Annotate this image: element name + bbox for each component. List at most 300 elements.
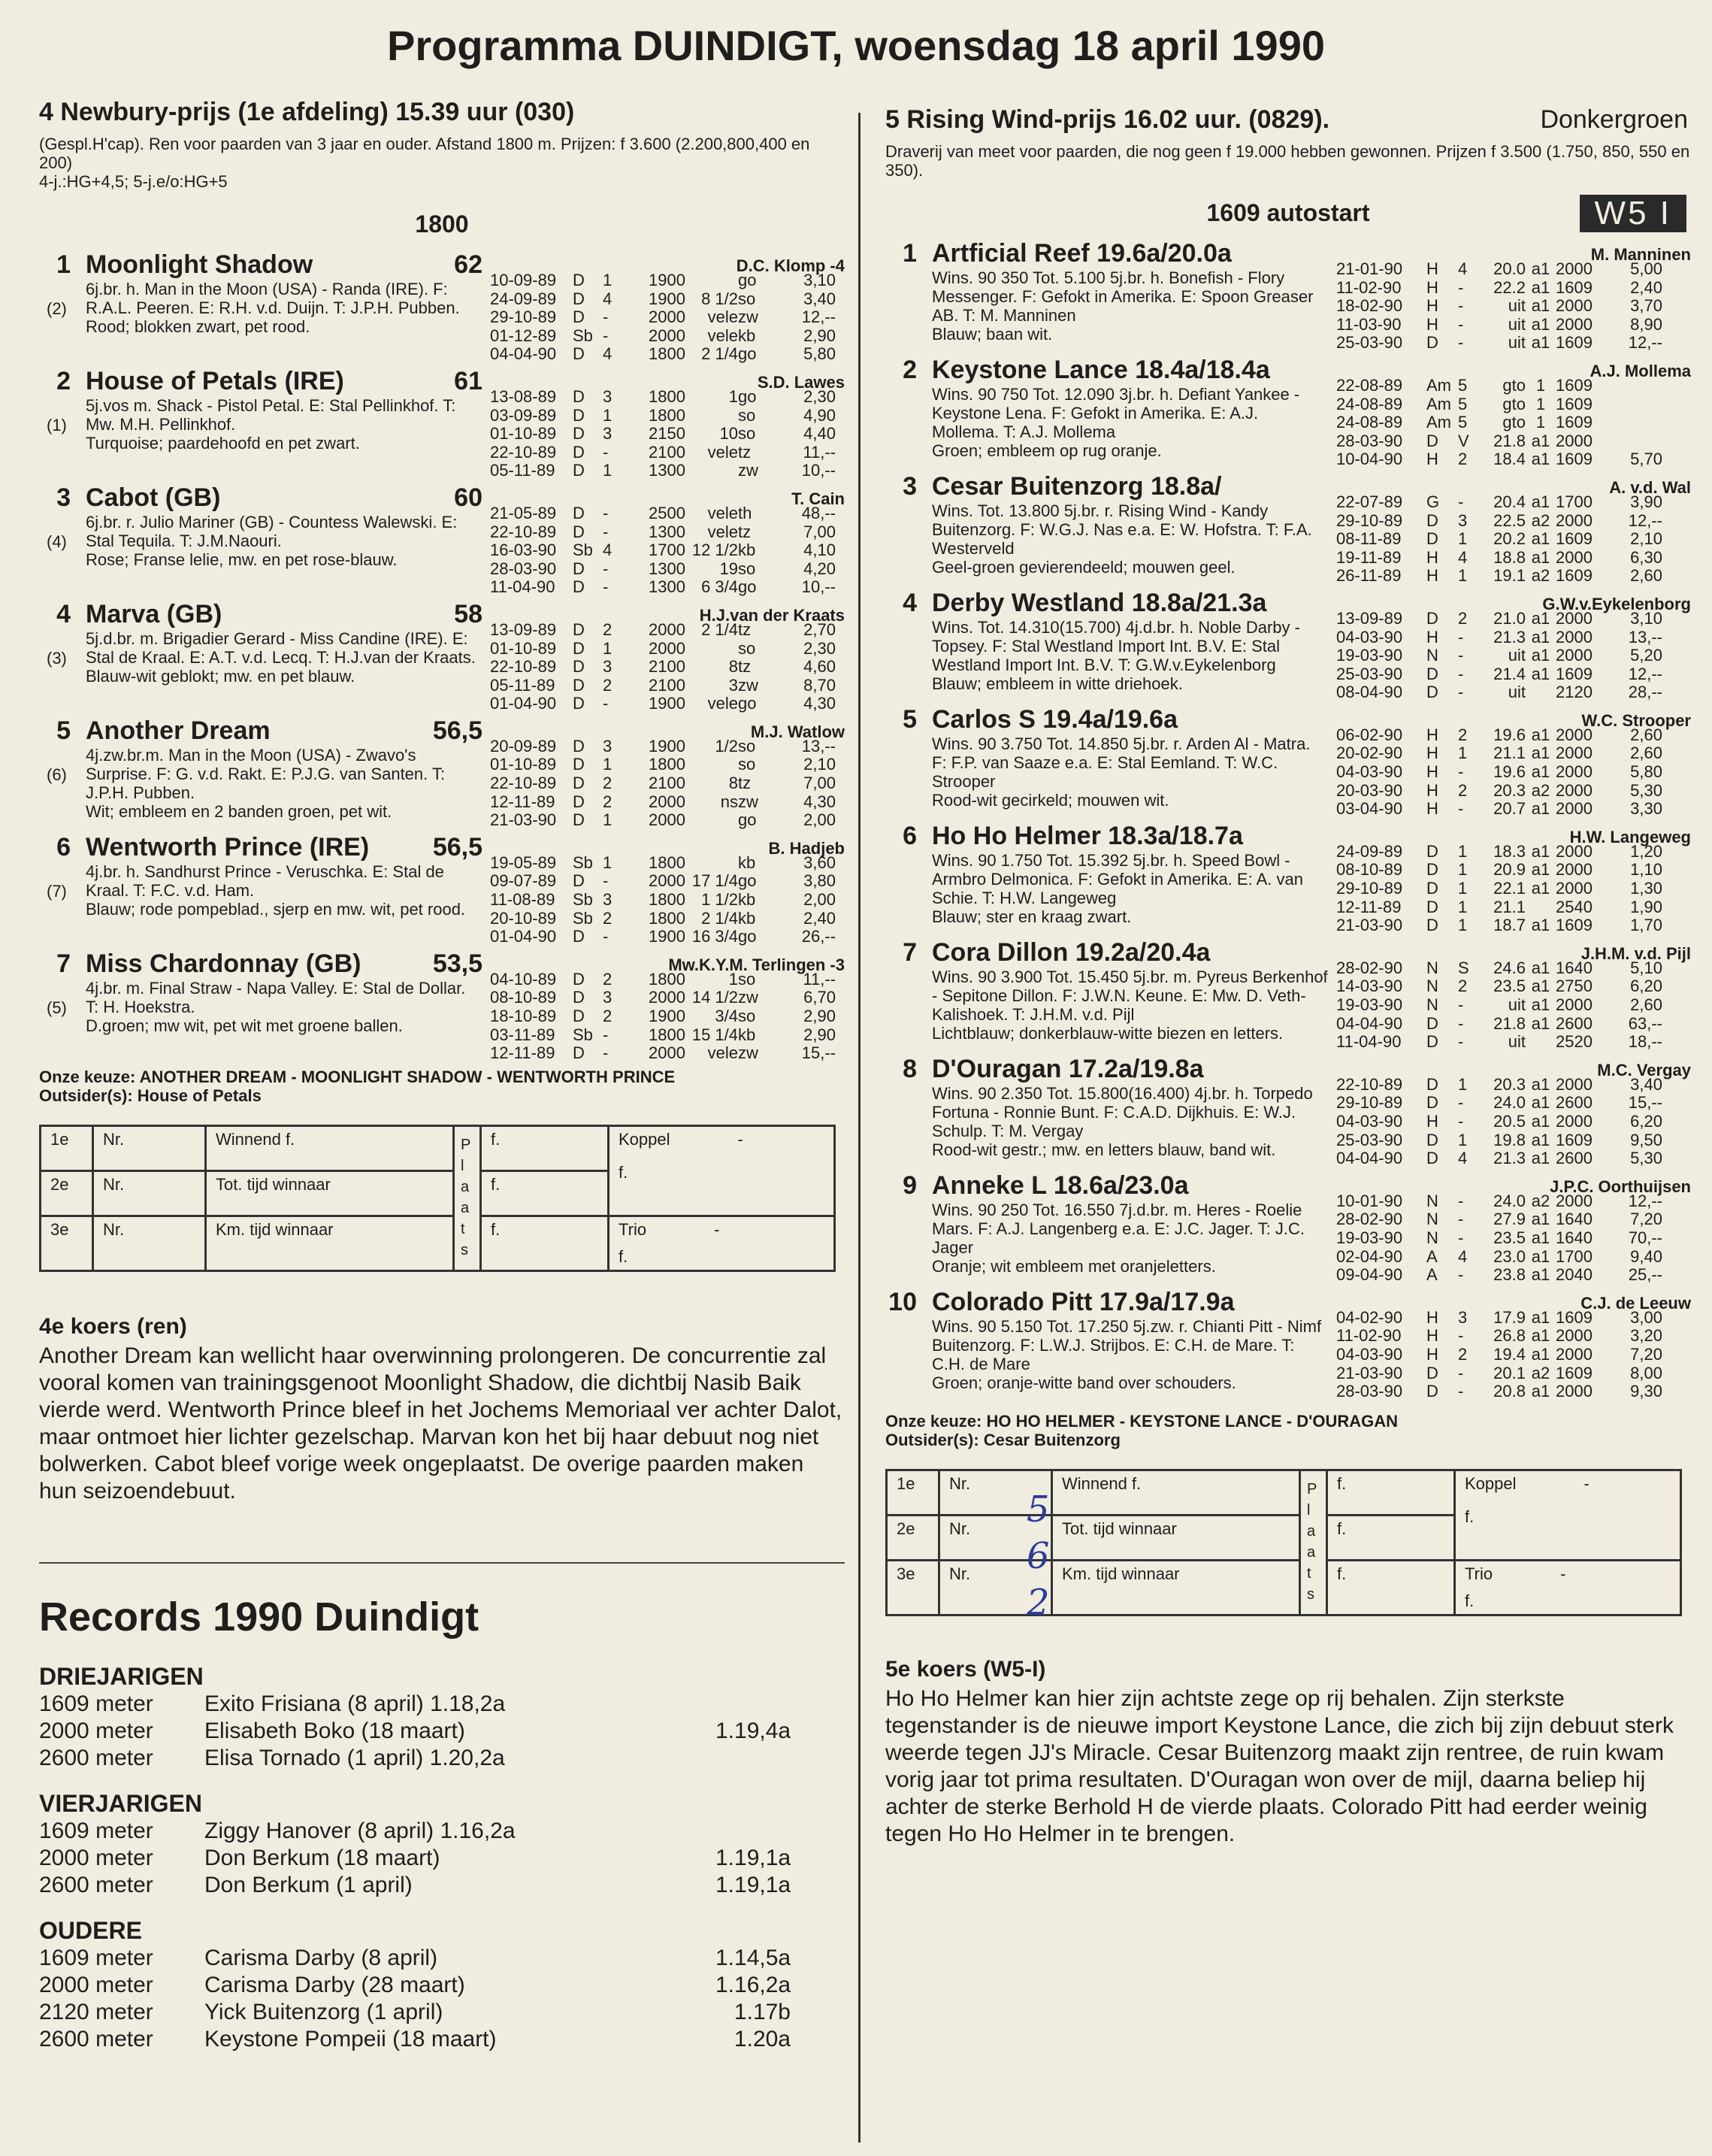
tote-table xyxy=(885,1469,1682,1616)
result-line xyxy=(490,621,845,640)
result-cell xyxy=(1526,898,1556,917)
result-line xyxy=(1336,683,1691,702)
tote-table xyxy=(39,1125,836,1272)
records-row xyxy=(39,2026,845,2053)
result-cell: 4 xyxy=(603,541,613,560)
result-cell: a1 xyxy=(1531,1228,1550,1247)
result-line xyxy=(1336,297,1691,316)
result-cell: so xyxy=(738,638,756,658)
result-cell: a2 xyxy=(1531,566,1550,586)
result-cell: D xyxy=(573,461,585,480)
horse-number: 5 xyxy=(56,716,71,745)
horse-colors: Rood-wit gecirkeld; mouwen wit. xyxy=(932,790,1169,810)
result-cell: - xyxy=(1458,296,1464,316)
horse-details xyxy=(885,385,1329,460)
result-line xyxy=(1336,959,1691,978)
rider-name: J.P.C. Oorthuijsen xyxy=(1550,1176,1691,1196)
tote-cell: 2e xyxy=(41,1170,93,1216)
horse-weight: 62 xyxy=(454,250,482,279)
result-cell: 2000 xyxy=(1556,608,1593,628)
result-cell: D xyxy=(1426,1382,1438,1401)
horse-colors: Oranje; wit embleem met oranjeletters. xyxy=(932,1256,1216,1276)
result-cell: D xyxy=(1426,1130,1438,1149)
result-cell: 2500 xyxy=(649,503,685,522)
result-cell: 2000 xyxy=(1556,841,1593,861)
horse-colors: Rood; blokken zwart, pet rood. xyxy=(86,317,310,336)
result-cell: go xyxy=(738,344,757,364)
race4-horse-list xyxy=(39,250,845,1063)
result-cell: 3/4 xyxy=(715,1007,738,1025)
horse-pedigree: 4j.br. m. Final Straw - Napa Valley. E: Stal de Dollar. T: H. Hoekstra. xyxy=(86,978,466,1016)
records-row xyxy=(39,1999,845,2026)
horse-results xyxy=(1336,822,1691,935)
race5-analysis xyxy=(885,1657,1691,1848)
result-cell: 20-02-90 xyxy=(1336,743,1403,763)
result-cell: tz xyxy=(738,657,752,677)
result-cell: a2 xyxy=(1531,1363,1550,1382)
result-cell: 2 xyxy=(603,908,613,928)
result-cell: 20.3 xyxy=(1493,1074,1526,1094)
result-cell: 2000 xyxy=(1556,780,1593,800)
result-cell: - xyxy=(1458,995,1464,1014)
tote-f: f. xyxy=(481,1170,609,1216)
result-cell: - xyxy=(1458,1265,1464,1285)
horse-colors: Wit; embleem en 2 banden groen, pet wit. xyxy=(86,801,392,821)
result-cell: Sb xyxy=(573,1025,593,1044)
result-cell: a1 xyxy=(1531,314,1550,334)
result-cell xyxy=(1610,377,1662,395)
result-cell: 2 xyxy=(603,774,613,793)
horse-name: Cora Dillon 19.2a/20.4a xyxy=(932,937,1211,967)
result-cell: 2600 xyxy=(1556,1149,1593,1168)
result-cell: - xyxy=(603,503,609,522)
result-cell: 21.0 xyxy=(1493,608,1526,628)
result-line xyxy=(490,1007,845,1026)
result-cell: 20-09-89 xyxy=(490,736,557,756)
result-cell: 4 xyxy=(603,344,613,364)
records-cell: 2000 meter xyxy=(39,1845,153,1870)
race4-analysis xyxy=(39,1314,845,1505)
horse-results xyxy=(490,483,845,597)
horse-colors: Rood-wit gestr.; mw. en letters blauw, band wit. xyxy=(932,1140,1276,1159)
result-cell: 1800 xyxy=(649,755,685,774)
result-line xyxy=(490,695,845,713)
result-cell: 4,90 xyxy=(803,405,836,425)
result-cell: 1300 xyxy=(649,559,685,578)
result-cell: 19.1 xyxy=(1493,566,1526,586)
result-cell: 1,30 xyxy=(1630,879,1662,898)
result-cell: 6,20 xyxy=(1630,977,1662,996)
result-cell: D xyxy=(573,657,585,677)
horse-details xyxy=(39,280,482,336)
result-cell: 22-10-89 xyxy=(490,774,557,793)
result-cell: 3,40 xyxy=(1630,1074,1662,1094)
result-cell: 1900 xyxy=(649,1007,685,1025)
result-cell: 25,-- xyxy=(1628,1265,1662,1285)
result-cell: 10,-- xyxy=(801,461,836,480)
result-cell: 3 xyxy=(1458,1307,1468,1327)
horse-name: Carlos S 19.4a/19.6a xyxy=(932,704,1178,734)
result-line xyxy=(490,560,845,579)
result-cell: Sb xyxy=(573,890,593,910)
result-line xyxy=(490,891,845,910)
result-cell: 11-08-89 xyxy=(490,890,555,910)
result-cell: 12-11-89 xyxy=(490,1043,555,1063)
result-cell: 28-02-90 xyxy=(1336,1210,1403,1229)
result-cell: a1 xyxy=(1531,1149,1550,1168)
result-cell: 13,-- xyxy=(1628,627,1662,646)
result-cell: 19.8 xyxy=(1493,1130,1526,1149)
horse-results xyxy=(490,367,845,480)
result-cell: 21.1 xyxy=(1493,743,1526,763)
result-cell: 2000 xyxy=(1556,860,1593,880)
result-cell: 1 xyxy=(603,638,613,658)
result-cell: 1 xyxy=(603,461,613,480)
result-cell: a1 xyxy=(1531,743,1550,763)
result-cell: 22.5 xyxy=(1493,510,1526,530)
horse-pedigree: 5j.vos m. Shack - Pistol Petal. E: Stal Pellinkhof. T: Mw. M.H. Pellinkhof. xyxy=(86,395,456,434)
horse-info xyxy=(885,1171,1329,1285)
result-cell: 21.3 xyxy=(1493,627,1526,646)
result-line xyxy=(1336,610,1691,628)
horse-colors: Lichtblauw; donkerblauw-witte biezen en letters. xyxy=(932,1023,1284,1043)
result-line xyxy=(1336,512,1691,531)
result-line xyxy=(1336,1382,1691,1401)
result-cell: vele xyxy=(707,694,738,713)
result-cell: 2000 xyxy=(1556,725,1593,744)
result-cell: - xyxy=(603,326,609,345)
result-cell: N xyxy=(1426,646,1438,665)
result-cell: 28-03-90 xyxy=(1336,431,1403,450)
result-line xyxy=(490,677,845,695)
result-cell: D xyxy=(1426,1149,1438,1168)
result-cell: 21-05-89 xyxy=(490,503,557,522)
result-line xyxy=(1336,861,1691,880)
result-cell: 04-10-89 xyxy=(490,969,557,989)
handwritten-mark: 2 xyxy=(1027,1581,1050,1624)
records-cell: Don Berkum (18 maart) xyxy=(204,1845,440,1870)
result-cell: 2,30 xyxy=(803,638,836,658)
result-line xyxy=(490,523,845,542)
records-group xyxy=(39,1917,845,2053)
result-cell: 01-10-89 xyxy=(490,424,557,444)
result-cell: a1 xyxy=(1531,277,1550,297)
result-cell: 6,70 xyxy=(803,988,836,1007)
result-cell: 1640 xyxy=(1556,958,1593,977)
result-cell: 2 xyxy=(603,969,613,989)
records-group-name: OUDERE xyxy=(39,1916,142,1944)
result-cell: 29-10-89 xyxy=(490,307,557,327)
horse-details xyxy=(885,501,1329,577)
result-cell: a1 xyxy=(1531,608,1550,628)
result-cell: a1 xyxy=(1531,860,1550,880)
result-cell: kb xyxy=(738,890,756,910)
rider-name: J.H.M. v.d. Pijl xyxy=(1580,943,1691,963)
result-cell: so xyxy=(738,559,756,578)
horse-name: Artficial Reef 19.6a/20.0a xyxy=(932,239,1232,268)
race5-analysis-text: Ho Ho Helmer kan hier zijn achtste zege op rij behalen. Zijn sterkste tegenstander is de nieuwe import Keystone Lance, die zich bij zijn debuut sterk weerde tegen JJ's Miracle. Cesar Buitenzorg maakt zijn rentree, de ruin kwam vorig jaar tot prima resultaten. D'Ouragan won over de mijl, daarna beliep hij achter de sterke Berhold H de vierde plaats. Colorado Pitt had eerder weinig tegen Ho Ho Helmer in te brengen. xyxy=(885,1685,1674,1846)
records-group-name: DRIEJARIGEN xyxy=(39,1662,204,1690)
tote-f: f. xyxy=(1327,1470,1455,1515)
result-cell: 2520 xyxy=(1556,1032,1593,1052)
result-cell: - xyxy=(603,927,609,946)
result-cell: 22-10-89 xyxy=(490,522,557,541)
horse-header xyxy=(39,367,482,396)
result-line xyxy=(1336,996,1691,1015)
horse-name: Ho Ho Helmer 18.3a/18.7a xyxy=(932,821,1243,850)
result-cell: 1800 xyxy=(649,386,685,406)
result-line xyxy=(490,793,845,812)
tote-trio-label: Trio xyxy=(619,1219,647,1239)
result-cell: H xyxy=(1426,259,1438,278)
result-cell: 1 xyxy=(1535,394,1546,413)
result-cell: 4 xyxy=(1458,259,1468,278)
result-cell: 2,90 xyxy=(803,1025,836,1044)
horse-entry xyxy=(39,949,845,1063)
horse-header xyxy=(885,938,1329,967)
tote-cell: 1e xyxy=(887,1470,939,1515)
horse-info xyxy=(885,1288,1329,1401)
result-cell: 3,80 xyxy=(803,871,836,891)
result-cell: 2,90 xyxy=(803,1007,836,1025)
tote-cell: 1e xyxy=(41,1125,93,1170)
horse-header xyxy=(39,949,482,979)
result-cell: 1 xyxy=(1458,529,1468,549)
result-cell: 2,70 xyxy=(803,619,836,639)
horse-number: 9 xyxy=(903,1170,917,1200)
result-cell: a1 xyxy=(1531,879,1550,898)
result-cell: D xyxy=(573,792,585,811)
result-cell: 1640 xyxy=(1556,1228,1593,1247)
horse-entry xyxy=(39,600,845,713)
result-cell: so xyxy=(738,289,756,308)
records-cell: 2000 meter xyxy=(39,1972,153,1997)
result-cell: 13-09-89 xyxy=(1336,608,1403,628)
result-cell: - xyxy=(1458,683,1464,702)
horse-results xyxy=(490,833,845,946)
result-cell: zw xyxy=(738,988,758,1007)
result-cell: 26-11-89 xyxy=(1336,566,1402,586)
result-cell: H xyxy=(1426,1326,1438,1346)
horse-pedigree: 4j.zw.br.m. Man in the Moon (USA) - Zwavo's Surprise. F: G. v.d. Rakt. E: P.J.G. van Santen. T: J.P.H. Pubben. xyxy=(86,745,446,802)
result-cell: 22.1 xyxy=(1493,879,1526,898)
tote-row xyxy=(41,1125,835,1170)
result-line xyxy=(1336,549,1691,568)
horse-header xyxy=(885,1055,1329,1084)
horse-number: 5 xyxy=(903,704,917,734)
result-cell: 12 1/2 xyxy=(691,541,738,560)
horse-details xyxy=(885,1317,1329,1392)
result-cell: V xyxy=(1458,431,1469,450)
result-cell: 2000 xyxy=(1556,431,1593,450)
result-cell: H xyxy=(1426,566,1438,586)
horse-pedigree: Wins. Tot. 13.800 5j.br. r. Rising Wind - Kandy Buitenzorg. F: W.G.J. Nas e.a. E: W. Hofstra. T: F.A. Westerveld xyxy=(932,501,1312,558)
result-cell: 21-03-90 xyxy=(1336,916,1403,935)
result-cell: 02-04-90 xyxy=(1336,1246,1403,1266)
horse-results xyxy=(1336,938,1691,1052)
result-cell: 2040 xyxy=(1556,1265,1593,1285)
result-line xyxy=(1336,628,1691,647)
result-cell: H xyxy=(1426,547,1438,567)
result-cell: 04-03-90 xyxy=(1336,762,1403,782)
result-cell: 2,60 xyxy=(1630,995,1662,1014)
result-line xyxy=(1336,800,1691,819)
tote-row xyxy=(887,1560,1681,1615)
result-cell: A xyxy=(1426,1265,1438,1285)
tote-dash: - xyxy=(714,1219,720,1239)
result-cell: 3 xyxy=(1458,510,1468,530)
horse-info xyxy=(39,367,482,480)
result-cell: 1609 xyxy=(1556,413,1593,432)
result-cell: 20.9 xyxy=(1493,860,1526,880)
rider-name: C.J. de Leeuw xyxy=(1580,1293,1691,1313)
horse-results xyxy=(1336,239,1691,353)
result-cell: 10 xyxy=(719,424,738,444)
result-cell: 2000 xyxy=(1556,799,1593,819)
horse-number: 7 xyxy=(56,949,71,978)
result-cell: 1609 xyxy=(1556,664,1593,683)
horse-number: 7 xyxy=(903,937,917,967)
horse-results xyxy=(1336,1171,1691,1285)
result-line xyxy=(1336,1113,1691,1131)
result-cell: D xyxy=(573,344,585,364)
result-line xyxy=(1336,1266,1691,1285)
result-cell: 3 xyxy=(603,657,613,677)
horse-number: 3 xyxy=(56,483,71,512)
result-cell: H xyxy=(1426,314,1438,334)
horse-colors: Blauw-wit geblokt; mw. en pet blauw. xyxy=(86,666,355,686)
horse-name: Marva (GB) xyxy=(86,599,222,628)
result-cell: D xyxy=(1426,860,1438,880)
result-cell: 05-11-89 xyxy=(490,675,555,695)
tote-dash: - xyxy=(737,1129,743,1149)
records-cell: 1609 meter xyxy=(39,1818,153,1843)
result-cell: 3,20 xyxy=(1630,1326,1662,1346)
result-cell: D xyxy=(573,969,585,989)
result-cell: D xyxy=(573,289,585,308)
result-cell: 2 xyxy=(1458,608,1468,628)
result-cell: - xyxy=(603,871,609,891)
result-cell: uit xyxy=(1508,314,1526,334)
tote-f: f. xyxy=(619,1246,628,1266)
tote-f: f. xyxy=(1465,1591,1475,1610)
result-cell: Am xyxy=(1426,375,1451,395)
result-cell: D xyxy=(573,577,585,597)
horse-header xyxy=(39,600,482,629)
result-line xyxy=(490,658,845,677)
horse-info xyxy=(885,822,1329,935)
result-cell: D xyxy=(573,424,585,444)
horse-header xyxy=(885,356,1329,385)
result-cell: go xyxy=(738,271,757,289)
records-cell: Carisma Darby (8 april) xyxy=(204,1945,438,1970)
result-cell: a1 xyxy=(1531,1210,1550,1229)
result-cell: vele xyxy=(707,1043,738,1063)
horse-info xyxy=(885,1055,1329,1168)
race5-title: 5 Rising Wind-prijs 16.02 uur. (0829). xyxy=(885,105,1330,134)
result-cell: D xyxy=(1426,1093,1438,1113)
result-cell: 24-09-89 xyxy=(1336,841,1403,861)
result-cell: zw xyxy=(738,461,758,480)
post-position: (6) xyxy=(47,765,67,784)
result-cell: 21.8 xyxy=(1493,431,1526,450)
result-cell: - xyxy=(1458,1013,1464,1033)
result-cell: 3 xyxy=(603,890,613,910)
result-cell: 29-10-89 xyxy=(1336,879,1403,898)
result-cell: 2000 xyxy=(649,326,685,345)
tote-cell: Tot. tijd winnaar xyxy=(206,1170,454,1216)
result-cell: D xyxy=(573,810,585,830)
page-title: Programma DUINDIGT, woensdag 18 april 1990 xyxy=(387,22,1325,69)
horse-weight: 56,5 xyxy=(432,716,482,745)
result-cell: - xyxy=(1458,627,1464,646)
result-cell: 3,10 xyxy=(803,271,836,289)
result-line xyxy=(1336,450,1691,469)
tote-f: f. xyxy=(1465,1506,1475,1526)
result-cell: 3,90 xyxy=(1630,492,1662,511)
result-cell: 20.7 xyxy=(1493,799,1526,819)
tote-trio xyxy=(1455,1560,1681,1615)
horse-number: 4 xyxy=(56,599,71,628)
result-cell: a2 xyxy=(1531,1191,1550,1210)
result-cell: D xyxy=(573,271,585,289)
result-cell xyxy=(1610,432,1662,451)
horse-pedigree: 5j.d.br. m. Brigadier Gerard - Miss Candine (IRE). E: Stal de Kraal. E: A.T. v.d. Lecq. T: H.J.van der Kraats. xyxy=(86,628,476,667)
result-cell: 2,40 xyxy=(803,908,836,928)
result-cell: 4,60 xyxy=(803,657,836,677)
result-line xyxy=(1336,1149,1691,1168)
result-cell: 12-11-89 xyxy=(1336,897,1402,916)
result-cell: 4,10 xyxy=(803,541,836,560)
result-line xyxy=(490,811,845,830)
horse-entry xyxy=(885,1055,1691,1168)
result-cell: so xyxy=(738,755,756,774)
records-cell xyxy=(715,1691,791,1718)
result-cell: H xyxy=(1426,1111,1438,1131)
result-cell: 08-04-90 xyxy=(1336,683,1403,702)
result-cell: go xyxy=(738,871,757,891)
tote-cell: Nr. xyxy=(939,1515,1052,1560)
result-cell: - xyxy=(1458,762,1464,782)
result-cell: 1609 xyxy=(1556,394,1593,413)
result-cell: 2000 xyxy=(1556,259,1593,278)
result-cell: 2000 xyxy=(1556,762,1593,782)
records-row xyxy=(39,1745,845,1772)
horse-info xyxy=(885,938,1329,1052)
result-cell: 1300 xyxy=(649,577,685,597)
result-line xyxy=(490,756,845,774)
result-cell: so xyxy=(738,1007,756,1025)
tote-koppel xyxy=(609,1125,835,1216)
result-cell: a1 xyxy=(1531,333,1550,353)
horse-info xyxy=(885,356,1329,469)
horse-entry xyxy=(885,822,1691,935)
result-cell: 1 xyxy=(1535,413,1546,432)
result-cell: - xyxy=(603,442,609,462)
horse-details xyxy=(885,1201,1329,1276)
horse-results xyxy=(1336,356,1691,469)
result-line xyxy=(490,271,845,290)
result-cell: go xyxy=(738,927,757,946)
result-cell: vele xyxy=(707,326,738,345)
race5-distance: 1609 autostart xyxy=(1206,199,1370,226)
horse-pedigree: Wins. 90 3.900 Tot. 15.450 5j.br. m. Pyreus Berkenhof - Sepitone Dillon. F: J.W.N. Keune. E: Mw. D. Veth-Kalishoek. T: J.H.M. v.d. Pijl xyxy=(932,967,1328,1024)
result-cell: 2000 xyxy=(1556,1111,1593,1131)
result-cell: 08-10-89 xyxy=(1336,860,1403,880)
result-cell: kb xyxy=(738,908,756,928)
result-cell: 5 xyxy=(1458,413,1468,432)
result-cell: - xyxy=(1458,799,1464,819)
